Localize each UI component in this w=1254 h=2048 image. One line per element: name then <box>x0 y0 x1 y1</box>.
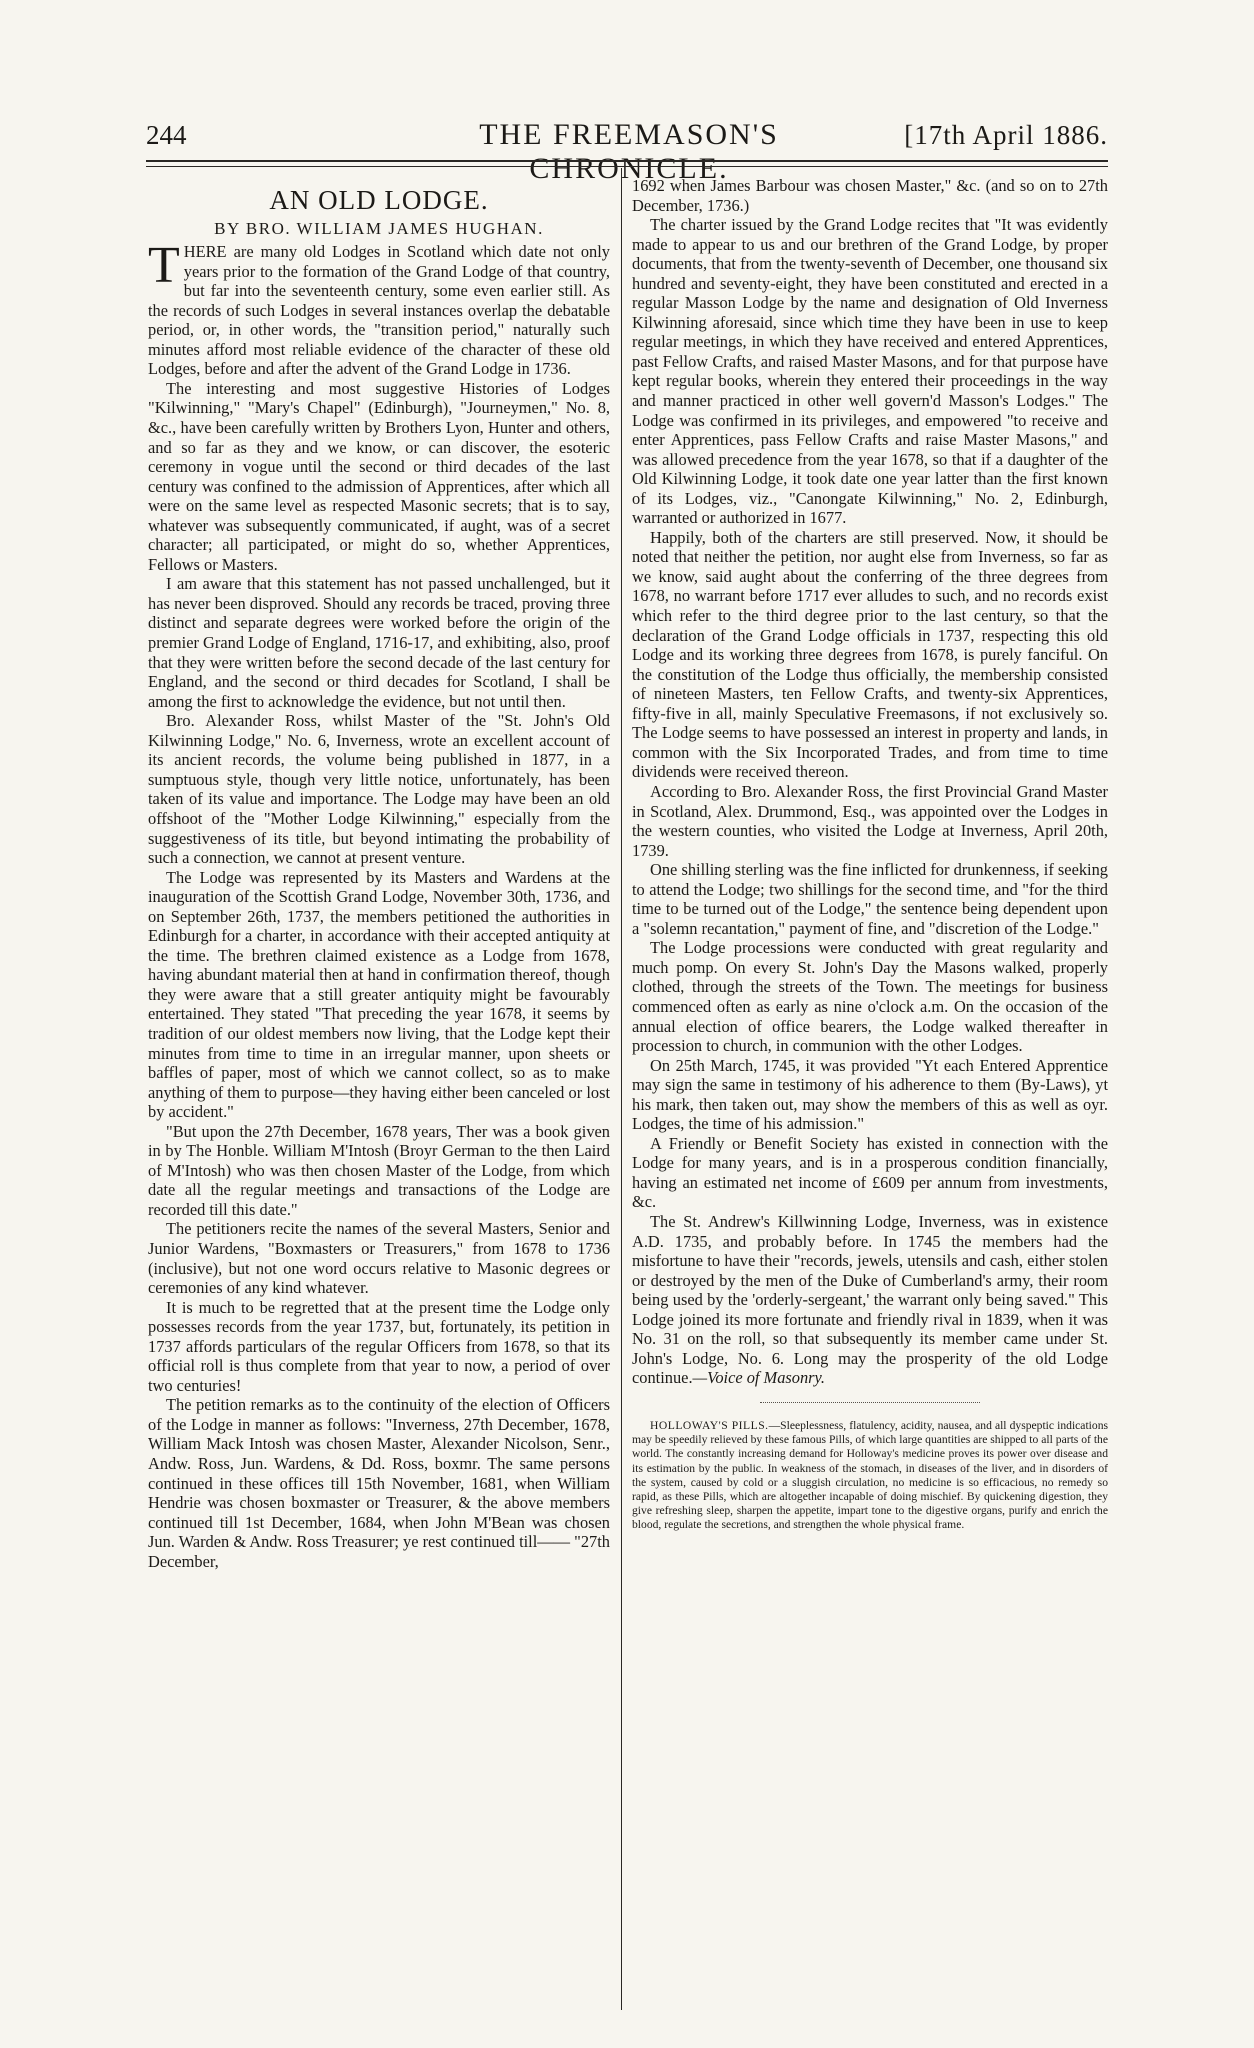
column-divider <box>621 168 622 2010</box>
article-paragraph: A Friendly or Benefit Society has existed in connection with the Lodge for many years, and is in a prosperous condition financially, having an estimated net income of £609 per annum from investments, &c. <box>632 1133 1108 1212</box>
right-column <box>632 176 1108 1533</box>
source-attribution: —Voice of Masonry. <box>692 1368 826 1388</box>
article-title: AN OLD LODGE. <box>269 185 489 215</box>
article-paragraph: It is much to be regretted that at the present time the Lodge only possesses records from the year 1737, but, fortunately, its petition in 1737 affords particulars of the regular Officers from 1678, so that its official roll is thus complete from that year to now, a period of over two centuries! <box>148 1297 610 1395</box>
masthead <box>146 118 1108 185</box>
lead-paragraph-text: HERE are many old Lodges in Scotland which date not only years prior to the formation of the Grand Lodge of that country, but far into the seventeenth century, some even earlier still. As the records of such Lodges in several instances overlap the debatable period, or, in other words, the "transition period," naturally such minutes afford most reliable evidence of the character of these old Lodges, before and after the advent of the Grand Lodge in 1736. <box>148 242 610 379</box>
article-paragraph: One shilling sterling was the fine inflicted for drunkenness, if seeking to attend the Lodge; two shillings for the second time, and "for the third time to be turned out of the Lodge," the sentence being dependent upon a "solemn recantation," payment of fine, and "discretion of the Lodge." <box>632 860 1108 938</box>
advert-text: —Sleeplessness, flatulency, acidity, nausea, and all dyspeptic indications may be speedily relieved by these famous Pills, of which large quantities are shipped to all parts of the world. The constantly increasing demand for Holloway's medicine proves its power over disease and its estimation by the public. In weakness of the stomach, in diseases of the liver, and in disorders of the system, caused by cold or a sluggish circulation, no medicine is so efficacious, no remedy so rapid, as these Pills, which are altogether incapable of doing mischief. By quickening digestion, they give refreshing sleep, sharpen the appetite, impart tone to the digestive organs, purify and enrich the blood, regulate the secretions, and strengthen the whole physical frame. <box>632 1418 1108 1532</box>
left-column <box>148 176 610 1571</box>
section-divider <box>760 1402 980 1403</box>
article-paragraph: The petition remarks as to the continuity of the election of Officers of the Lodge in manner as follows: "Inverness, 27th December, 1678, William Mack Intosh was chosen Master, Alexander Nicolson, Senr., Andw. Ross, Jun. Wardens, & Dd. Ross, boxmr. The same persons continued in these offices till 15th November, 1681, when William Hendrie was chosen boxmaster or Treasurer, & the above members continued till 1st December, 1684, when John M'Bean was chosen Jun. Warden & Andw. Ross Treasurer; ye rest continued till—— "27th December, <box>148 1395 610 1571</box>
header-rule <box>146 160 1108 162</box>
article-paragraph: The petitioners recite the names of the several Masters, Senior and Junior Wardens, "Boxmasters or Treasurers," from 1678 to 1736 (inclusive), but not one word occurs relative to Masonic degrees or ceremonies of any kind whatever. <box>148 1219 610 1298</box>
article-paragraph: Happily, both of the charters are still preserved. Now, it should be noted that neither the petition, nor aught else from Inverness, so far as we know, said aught about the conferring of the three degrees from 1678, no warrant before 1717 ever alludes to such, and no records exist which refer to the third degree prior to the last century, so that the declaration of the Grand Lodge officials in 1737, respecting this old Lodge and its working three degrees from 1678, is purely fanciful. On the constitution of the Lodge thus officially, the membership consisted of nineteen Masters, ten Fellow Crafts, and twenty-six Apprentices, fifty-five in all, mainly Speculative Freemasons, if not exclusively so. The Lodge seems to have possessed an interest in property and lands, in common with the Six Incorporated Trades, and from time to time dividends were received thereon. <box>632 527 1108 782</box>
article-final-paragraph <box>632 1212 1108 1388</box>
article-byline: BY BRO. WILLIAM JAMES HUGHAN. <box>214 218 544 238</box>
article-paragraph: The Lodge was represented by its Masters and Wardens at the inauguration of the Scottish Grand Lodge, November 30th, 1736, and on September 26th, 1737, the members petitioned the authorities in Edinburgh for a charter, in accordance with their accepted antiquity at the time. The brethren claimed existence as a Lodge from 1678, having abundant material then at hand in confirmation thereof, though they were aware that a still greater antiquity might be favourably entertained. They stated "That preceding the year 1678, it seems by tradition of our oldest members now living, that the Lodge kept their minutes from time to time in an irregular manner, upon sheets or baffles of paper, most of which we cannot collect, so as to make anything of them to purpose—they having either been canceled or lost by accident." <box>148 867 610 1122</box>
article-paragraph: The charter issued by the Grand Lodge recites that "It was evidently made to appear to us and our brethren of the Grand Lodge, by proper documents, that from the twenty-seventh of December, one thousand six hundred and seventy-eight, they have been constituted and erected in a regular Masson Lodge by the name and designation of Old Inverness Kilwinning aforesaid, since which time they have been in use to keep regular meetings, in which they have received and entered Apprentices, past Fellow Crafts, and raised Master Masons, and for that purpose have kept regular books, wherein they entered their proceedings in the way and manner practiced in other well govern'd Masson's Lodges." The Lodge was confirmed in its privileges, and empowered "to receive and enter Apprentices, pass Fellow Crafts and raise Master Masons," and was allowed precedence from the year 1678, so that if a daughter of the Old Kilwinning Lodge, it took date one year latter than the first known of its Lodges, viz., "Canongate Kilwinning," No. 2, Edinburgh, warranted or authorized in 1677. <box>632 215 1108 528</box>
article-paragraph: The interesting and most suggestive Histories of Lodges "Kilwinning," "Mary's Chapel" (Edinburgh), "Journeymen," No. 8, &c., have been carefully written by Brothers Lyon, Hunter and others, and so far as they and we know, or can discover, the esoteric ceremony in vogue until the second or third decades of the last century was confined to the admission of Apprentices, after which all were on the same level as respected Masonic secrets; that is to say, whatever was subsequently communicated, if aught, was of a secret character; all participated, or might do so, whether Apprentices, Fellows or Masters. <box>148 378 610 574</box>
article-paragraph: I am aware that this statement has not passed unchallenged, but it has never been disproved. Should any records be traced, proving three distinct and separate degrees were worked before the origin of the premier Grand Lodge of England, 1716-17, and exhibiting, also, proof that they were written before the second decade of the last century for England, and the second or third decades for Scotland, I shall be among the first to acknowledge the evidence, but not until then. <box>148 574 611 711</box>
issue-date: [17th April 1886. <box>904 120 1108 150</box>
final-paragraph-text: The St. Andrew's Killwinning Lodge, Inverness, was in existence A.D. 1735, and probably before. In 1745 the members had the misfortune to have their "records, jewels, utensils and cash, either stolen or destroyed by the men of the Duke of Cumberland's army, their room being used by the 'orderly-sergeant,' the warrant only being saved." This Lodge joined its more fortunate and friendly rival in 1839, when it was No. 31 on the roll, so that subsequently its member came under St. John's Lodge, No. 6. Long may the prosperity of the old Lodge continue. <box>632 1211 1108 1388</box>
article-paragraph: Bro. Alexander Ross, whilst Master of the "St. John's Old Kilwinning Lodge," No. 6, Inverness, wrote an excellent account of its ancient records, the volume being published in 1877, in a sumptuous style, though very little notice, unfortunately, has been taken of its value and importance. The Lodge may have been an old offshoot of the "Mother Lodge Kilwinning," especially from the suggestiveness of its title, but beyond intimating the probability of such a connection, we cannot at present venture. <box>148 711 610 868</box>
page-number: 244 <box>146 120 187 150</box>
article-paragraph: The Lodge processions were conducted with great regularity and much pomp. On every St. John's Day the Masons walked, properly clothed, through the streets of the Town. The meetings for business commenced often as early as nine o'clock a.m. On the occasion of the annual election of office bearers, the Lodge walked thereafter in procession to church, in communion with the other Lodges. <box>632 938 1108 1056</box>
article-paragraph: On 25th March, 1745, it was provided "Yt each Entered Apprentice may sign the same in testimony of his adherence to them (By-Laws), yt his mark, then taken out, may show the members of this as well as oyr. Lodges, the time of his admission." <box>632 1055 1108 1134</box>
advert-label: HOLLOWAY'S PILLS. <box>650 1418 769 1432</box>
advertisement <box>632 1419 1108 1533</box>
article-paragraph: "But upon the 27th December, 1678 years, Ther was a book given in by The Honble. William M'Intosh (Broyr German to the then Laird of M'Intosh) who was then chosen Master of the Lodge, from which date all the regular meetings and transactions of the Lodge are recorded till this date." <box>148 1121 610 1219</box>
paper-title: THE FREEMASON'S CHRONICLE. <box>479 118 779 185</box>
drop-cap: T <box>148 237 180 295</box>
article-paragraph: 1692 when James Barbour was chosen Master," &c. (and so on to 27th December, 1736.) <box>632 176 1108 215</box>
article-paragraph: According to Bro. Alexander Ross, the first Provincial Grand Master in Scotland, Alex. Drummond, Esq., was appointed over the Lodges in the western counties, who visited the Lodge at Inverness, April 20th, 1739. <box>632 781 1108 860</box>
header-rule-thin <box>146 166 1108 167</box>
article-lead-paragraph <box>148 237 610 379</box>
